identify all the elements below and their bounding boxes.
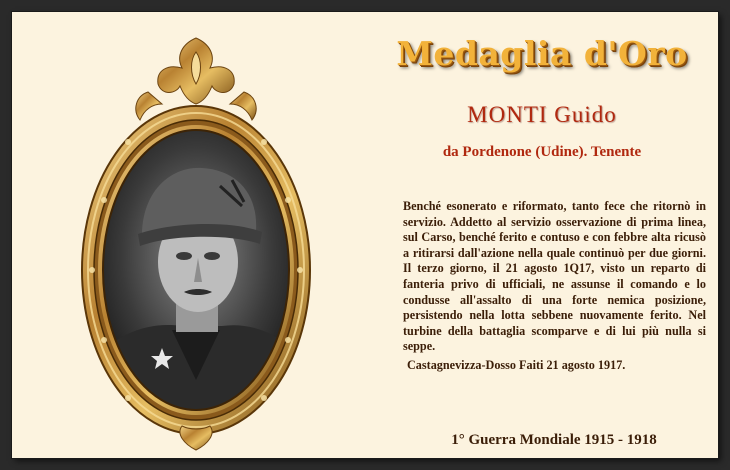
motivation-paragraph: Benché esonerato e riformato, tanto fece che ritornò in servizio. Addetto al servizio osservazione di prima linea, sul Carso, benché ferito e contuso e con febbre alta ricusò a ritirarsi dall'azione nella quale continuò per due giorni. Il terzo giorno, il 21 agosto 1Q17, visto un reparto di fanteria privo di ufficiali, ne assunse il comando e lo condusse all'assalto di una forte nemica posizione, persistendo nella lotta sebbene nuovamente ferito. Nel turbine della battaglia scomparve e di lui più nulla si seppe. xyxy=(403,199,706,354)
hero-origin-rank: da Pordenone (Udine). Tenente xyxy=(442,144,642,160)
medal-title: Medaglia d'Oro xyxy=(396,34,688,73)
war-caption: 1° Guerra Mondiale 1915 - 1918 xyxy=(451,432,657,448)
hero-name: MONTI Guido xyxy=(467,102,617,127)
place-date: Castagnevizza-Dosso Faiti 21 agosto 1917. xyxy=(407,358,626,372)
ornate-oval-gold-frame-icon xyxy=(72,30,320,458)
medal-card xyxy=(12,12,718,458)
portrait-frame xyxy=(72,30,320,458)
motivation-text xyxy=(403,199,706,355)
